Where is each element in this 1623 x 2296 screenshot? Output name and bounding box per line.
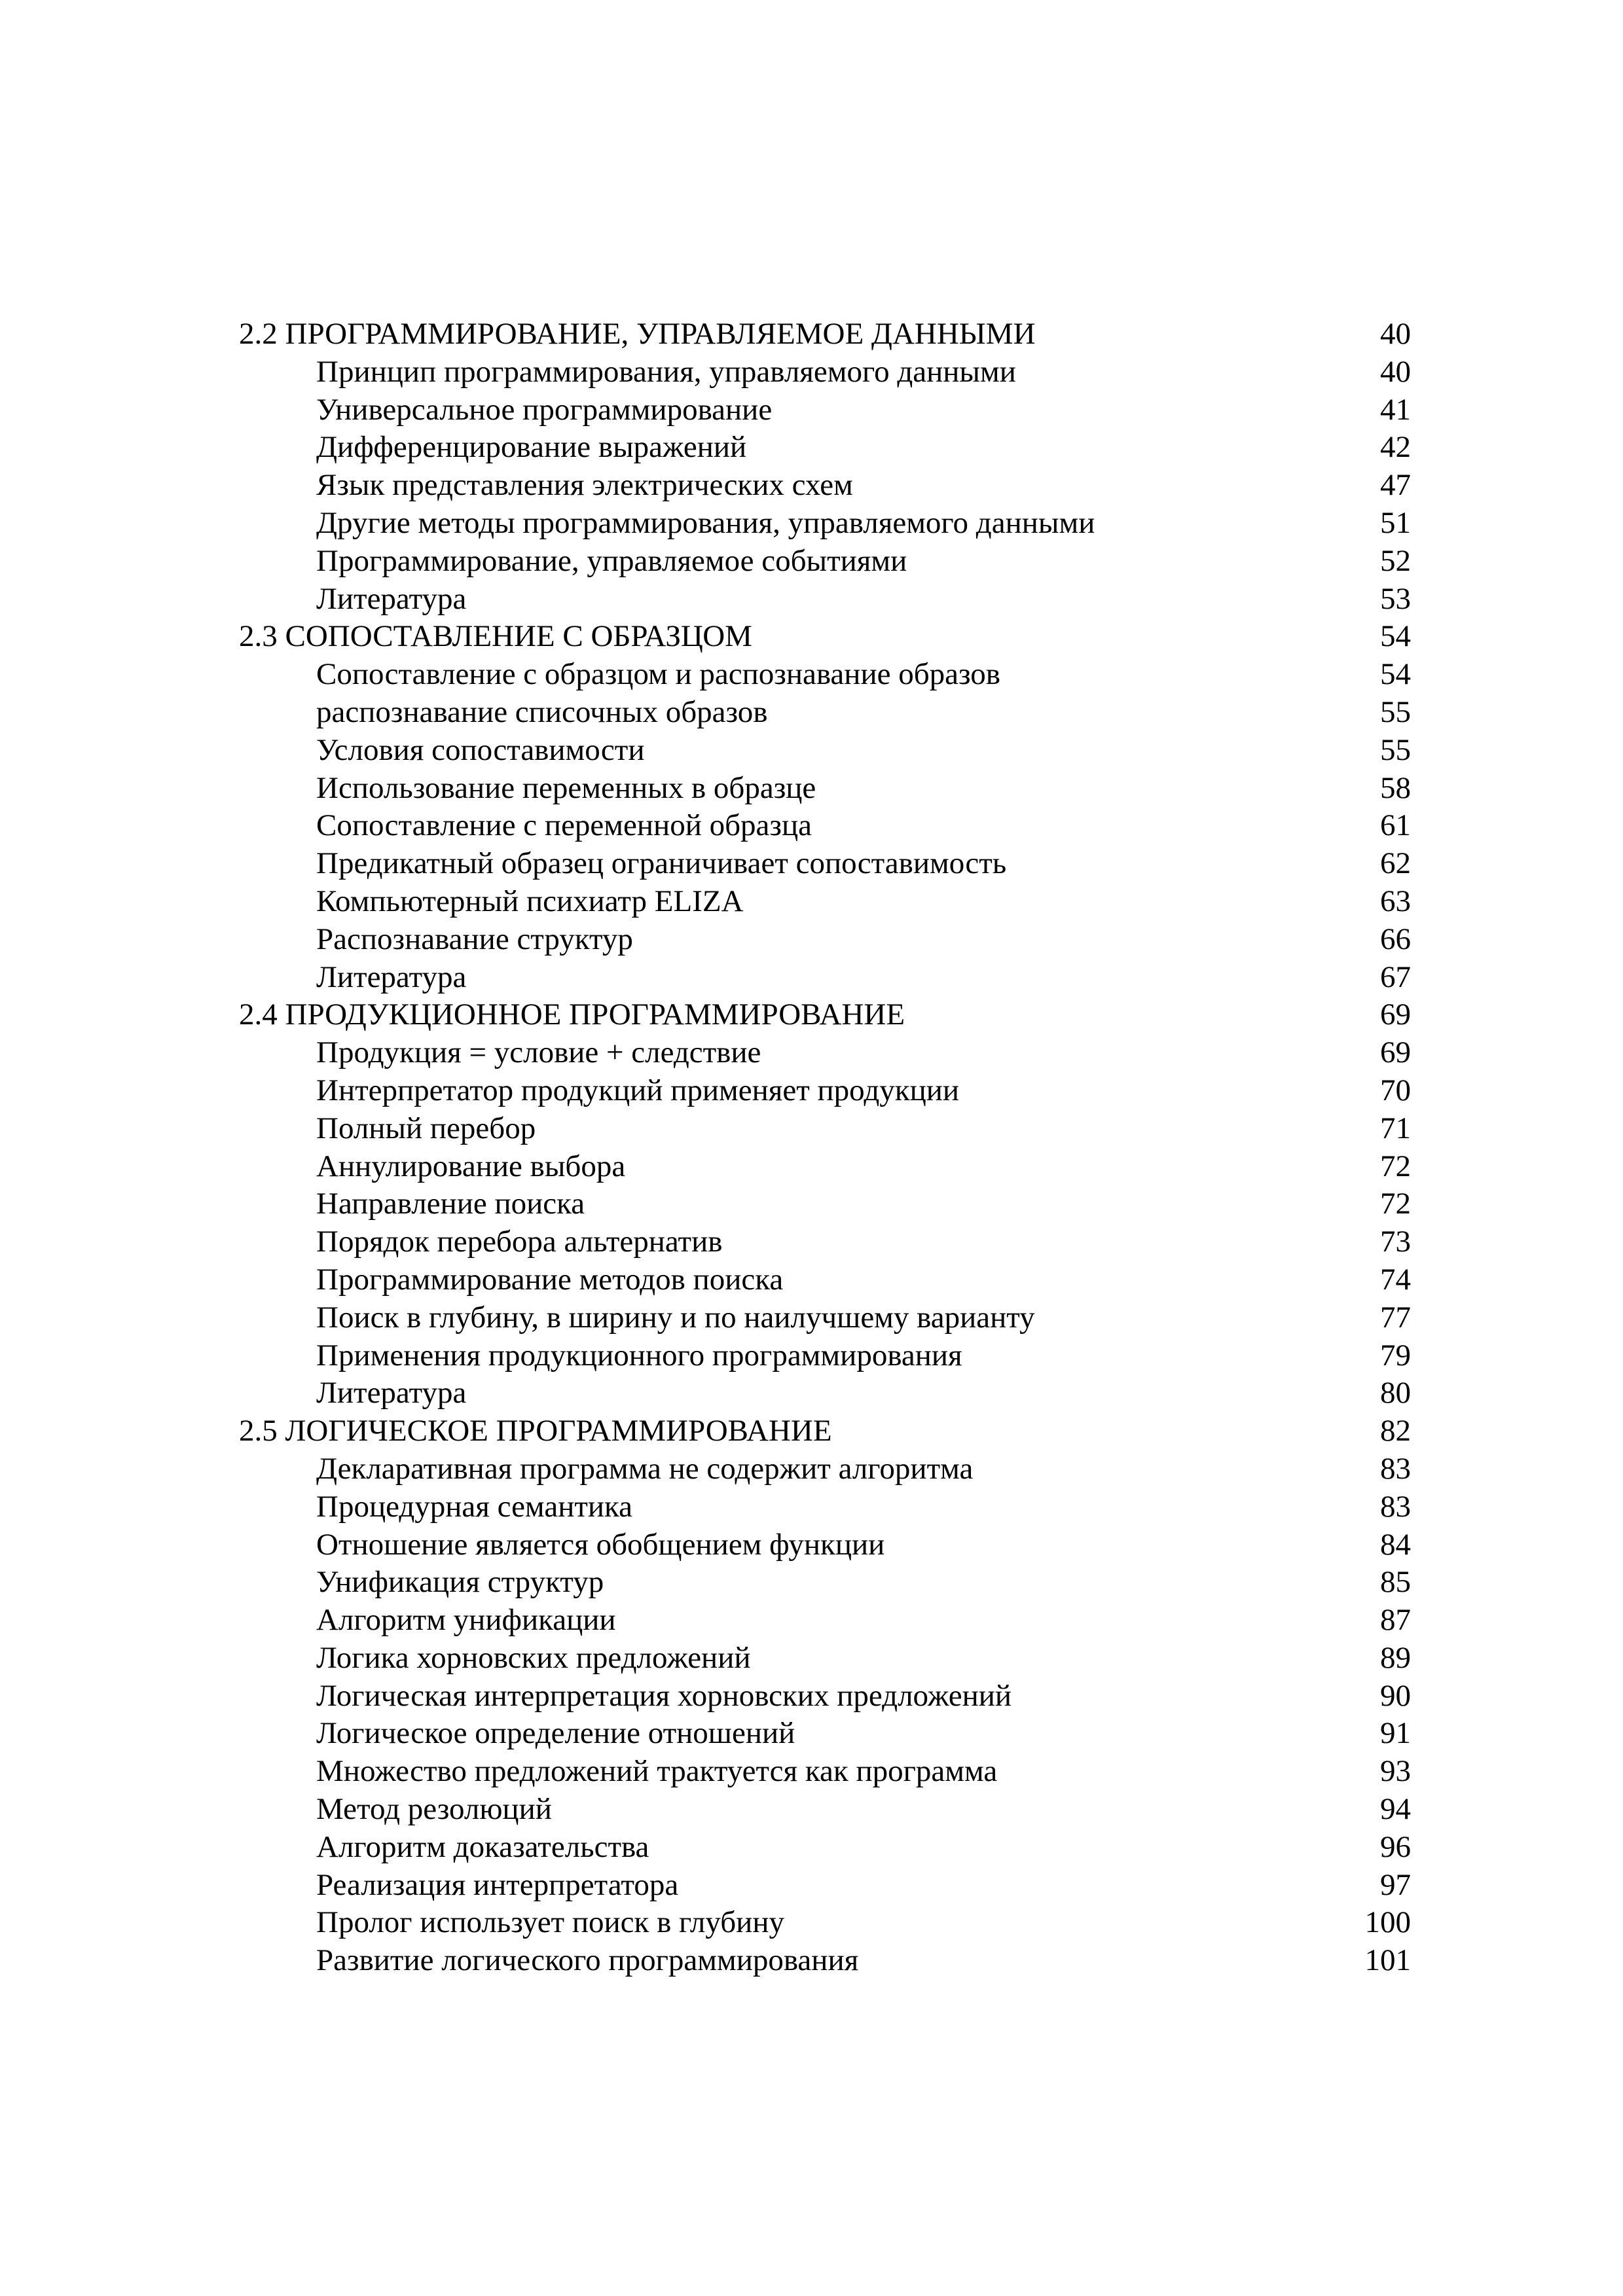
toc-page-number: 83 [1380,1451,1411,1486]
toc-page-number: 55 [1380,732,1411,767]
toc-entry [239,1942,1411,1980]
toc-entry [239,1337,1411,1375]
toc-page-number: 54 [1380,619,1411,654]
toc-entry [239,543,1411,581]
toc-entry-title: Множество предложений трактуется как программа [316,1754,998,1789]
table-of-contents [239,315,1411,1980]
toc-entry [239,1715,1411,1753]
toc-entry [239,656,1411,694]
toc-entry-title: 2.4 ПРОДУКЦИОННОЕ ПРОГРАММИРОВАНИЕ [239,997,905,1032]
toc-entry-title: Язык представления электрических схем [316,468,853,503]
toc-entry [239,1261,1411,1299]
toc-entry-title: Условия сопоставимости [316,732,645,767]
toc-page-number: 97 [1380,1867,1411,1902]
toc-section-heading [239,1412,1411,1450]
toc-entry-title: Направление поиска [316,1187,585,1221]
toc-entry-title: 2.3 СОПОСТАВЛЕНИЕ С ОБРАЗЦОМ [239,619,752,654]
toc-page-number: 80 [1380,1376,1411,1410]
toc-entry-title: Интерпретатор продукций применяет продукции [316,1073,960,1107]
toc-entry-title: Порядок перебора альтернатив [316,1225,723,1259]
toc-page-number: 94 [1380,1792,1411,1827]
toc-entry-title: Программирование, управляемое событиями [316,543,907,578]
toc-entry-title: Дифференцирование выражений [316,430,747,465]
toc-page-number: 96 [1380,1829,1411,1864]
toc-page-number: 42 [1380,430,1411,465]
toc-entry-title: Логическая интерпретация хорновских предложений [316,1678,1012,1713]
toc-entry [239,1867,1411,1905]
toc-entry [239,1374,1411,1412]
toc-page-number: 90 [1380,1678,1411,1713]
toc-section-heading [239,618,1411,656]
toc-page-number: 84 [1380,1527,1411,1562]
toc-entry-title: Реализация интерпретатора [316,1867,679,1902]
toc-entry-title: Продукция = условие + следствие [316,1035,761,1070]
toc-entry-title: Сопоставление с переменной образца [316,808,812,843]
toc-entry-title: Метод резолюций [316,1792,552,1827]
toc-entry-title: Сопоставление с образцом и распознавание образов [316,657,1000,692]
toc-page-number: 71 [1380,1111,1411,1145]
toc-page-number: 51 [1380,505,1411,540]
toc-entry [239,581,1411,619]
toc-entry [239,1223,1411,1261]
toc-entry [239,1677,1411,1715]
toc-entry [239,1450,1411,1488]
toc-entry [239,1034,1411,1072]
toc-entry-title: Программирование методов поиска [316,1262,784,1297]
toc-entry-title: Декларативная программа не содержит алгоритма [316,1451,974,1486]
toc-page-number: 58 [1380,770,1411,805]
toc-page-number: 62 [1380,846,1411,881]
toc-entry-title: Принцип программирования, управляемого данными [316,354,1016,389]
toc-entry-title: Использование переменных в образце [316,770,816,805]
toc-entry [239,883,1411,921]
toc-entry [239,1072,1411,1110]
toc-entry-title: Алгоритм доказательства [316,1829,649,1864]
toc-entry [239,467,1411,505]
toc-page-number: 67 [1380,960,1411,994]
toc-page-number: 77 [1380,1300,1411,1335]
toc-page-number: 91 [1380,1716,1411,1751]
toc-entry [239,391,1411,429]
toc-entry-title: Литература [316,960,467,994]
toc-entry-title: Другие методы программирования, управляемого данными [316,505,1095,540]
toc-page-number: 74 [1380,1262,1411,1297]
toc-section-heading [239,996,1411,1034]
toc-page-number: 69 [1380,997,1411,1032]
toc-entry-title: Распознавание структур [316,922,633,956]
toc-entry-title: Литература [316,581,467,616]
toc-entry [239,1110,1411,1148]
toc-entry [239,1640,1411,1677]
toc-entry [239,1791,1411,1829]
toc-entry [239,732,1411,770]
toc-entry [239,1299,1411,1337]
toc-page-number: 87 [1380,1603,1411,1638]
toc-entry-title: 2.5 ЛОГИЧЕСКОЕ ПРОГРАММИРОВАНИЕ [239,1414,832,1448]
toc-page-number: 54 [1380,657,1411,692]
toc-page-number: 40 [1380,354,1411,389]
toc-page-number: 93 [1380,1754,1411,1789]
toc-entry-title: Логическое определение отношений [316,1716,795,1751]
toc-page-number: 82 [1380,1414,1411,1448]
toc-page-number: 53 [1380,581,1411,616]
toc-entry [239,505,1411,543]
toc-page-number: 79 [1380,1338,1411,1372]
toc-entry-title: Аннулирование выбора [316,1149,626,1183]
toc-page-number: 73 [1380,1225,1411,1259]
toc-entry [239,1488,1411,1526]
toc-page-number: 69 [1380,1035,1411,1070]
toc-entry [239,1526,1411,1564]
toc-entry [239,921,1411,959]
toc-entry-title: 2.2 ПРОГРАММИРОВАНИЕ, УПРАВЛЯЕМОЕ ДАННЫМИ [239,317,1036,351]
toc-entry-title: Универсальное программирование [316,392,773,427]
toc-page-number: 83 [1380,1489,1411,1524]
toc-entry [239,1148,1411,1186]
toc-page-number: 72 [1380,1187,1411,1221]
toc-page-number: 101 [1364,1943,1411,1978]
toc-entry [239,1602,1411,1640]
toc-entry [239,959,1411,997]
toc-entry-title: Компьютерный психиатр ELIZA [316,884,744,918]
toc-page-number: 70 [1380,1073,1411,1107]
toc-entry [239,1564,1411,1602]
toc-entry-title: Алгоритм унификации [316,1603,616,1638]
toc-entry [239,1185,1411,1223]
toc-page-number: 100 [1364,1905,1411,1940]
toc-page-number: 89 [1380,1640,1411,1675]
toc-entry [239,1829,1411,1867]
toc-entry [239,807,1411,845]
toc-entry-title: Полный перебор [316,1111,536,1145]
toc-page-number: 63 [1380,884,1411,918]
toc-page-number: 85 [1380,1565,1411,1600]
toc-page-number: 41 [1380,392,1411,427]
toc-page-number: 72 [1380,1149,1411,1183]
toc-entry [239,429,1411,467]
toc-entry-title: Предикатный образец ограничивает сопоставимость [316,846,1007,881]
toc-entry-title: Унификация структур [316,1565,604,1600]
toc-entry-title: Процедурная семантика [316,1489,633,1524]
toc-entry [239,694,1411,732]
toc-section-heading [239,315,1411,353]
toc-page-number: 61 [1380,808,1411,843]
toc-entry-title: Литература [316,1376,467,1410]
toc-entry-title: Развитие логического программирования [316,1943,859,1978]
toc-entry-title: Применения продукционного программирования [316,1338,962,1372]
toc-page-number: 66 [1380,922,1411,956]
toc-entry-title: Отношение является обобщением функции [316,1527,885,1562]
toc-page-number: 55 [1380,694,1411,729]
toc-entry-title: Логика хорновских предложений [316,1640,751,1675]
toc-entry-title: Пролог использует поиск в глубину [316,1905,784,1940]
toc-page-number: 52 [1380,543,1411,578]
toc-page-number: 40 [1380,317,1411,351]
toc-entry [239,353,1411,391]
toc-entry [239,845,1411,883]
toc-entry [239,1904,1411,1942]
toc-entry-title: распознавание списочных образов [316,694,768,729]
toc-page-number: 47 [1380,468,1411,503]
toc-entry [239,770,1411,808]
toc-entry [239,1753,1411,1791]
toc-entry-title: Поиск в глубину, в ширину и по наилучшему варианту [316,1300,1035,1335]
